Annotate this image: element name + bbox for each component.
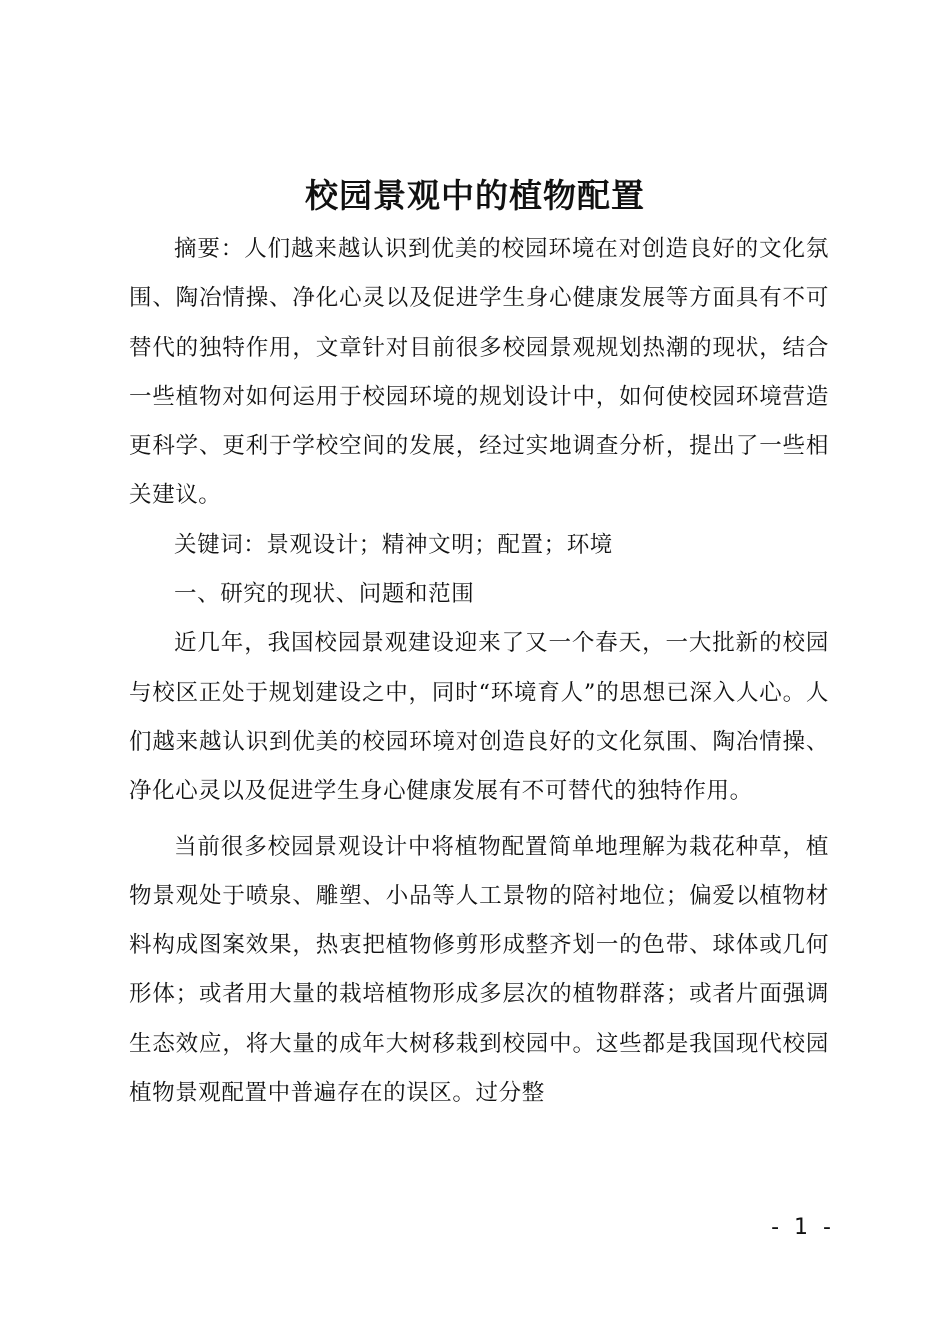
document-body bbox=[129, 225, 829, 1118]
page-number: - 1 - bbox=[771, 1215, 835, 1240]
body-paragraph: 近几年，我国校园景观建设迎来了又一个春天，一大批新的校园与校区正处于规划建设之中，同时“环境育人”的思想已深入人心。人们越来越认识到优美的校园环境对创造良好的文化氛围、陶冶情操、净化心灵以及促进学生身心健康发展有不可替代的独特作用。 bbox=[129, 630, 829, 805]
keywords-paragraph: 关键词：景观设计；精神文明；配置；环境 bbox=[174, 531, 613, 558]
document-title: 校园景观中的植物配置 bbox=[305, 176, 645, 215]
section-heading: 一、研究的现状、问题和范围 bbox=[174, 581, 475, 608]
abstract-paragraph: 摘要：人们越来越认识到优美的校园环境在对创造良好的文化氛围、陶冶情操、净化心灵以及促进学生身心健康发展等方面具有不可替代的独特作用，文章针对目前很多校园景观规划热潮的现状，结合一些植物对如何运用于校园环境的规划设计中，如何使校园环境营造更科学、更利于学校空间的发展，经过实地调查分析，提出了一些相关建议。 bbox=[129, 236, 829, 509]
body-paragraph: 当前很多校园景观设计中将植物配置简单地理解为栽花种草，植物景观处于喷泉、雕塑、小品等人工景物的陪衬地位；偏爱以植物材料构成图案效果，热衷把植物修剪形成整齐划一的色带、球体或几何形体；或者用大量的栽培植物形成多层次的植物群落；或者片面强调生态效应，将大量的成年大树移栽到校园中。这些都是我国现代校园植物景观配置中普遍存在的误区。过分整 bbox=[129, 833, 829, 1107]
